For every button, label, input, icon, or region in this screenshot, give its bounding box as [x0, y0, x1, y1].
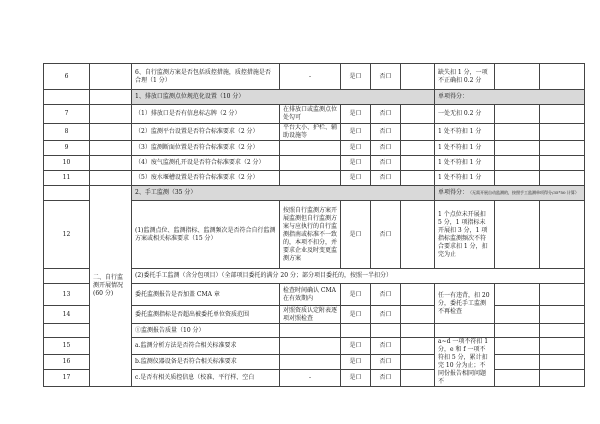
deduction-rule: 任一有违背，扣 20 分，委托手工监测不再检查 — [435, 284, 495, 324]
score-cell[interactable] — [495, 355, 540, 370]
blank-cell — [401, 338, 435, 355]
remark-cell[interactable] — [540, 284, 585, 306]
row-number: 17 — [44, 369, 90, 386]
row-number — [44, 186, 90, 201]
score-cell[interactable] — [495, 201, 540, 269]
blank-cell — [401, 171, 435, 186]
category-cell — [90, 171, 132, 186]
yes-checkbox[interactable]: 是口 — [341, 201, 371, 269]
score-cell[interactable] — [495, 306, 540, 324]
table-row — [44, 64, 585, 90]
blank-cell — [540, 324, 585, 338]
check-item: (1)监测点位、监测指标、监测频次是否符合自行监测方案或相关标准要求（15 分） — [132, 201, 280, 269]
score-cell[interactable] — [495, 284, 540, 306]
row-number: 12 — [44, 201, 90, 269]
inspection-table — [43, 63, 585, 387]
category-cell — [90, 90, 132, 105]
yes-checkbox[interactable]: 是口 — [341, 369, 371, 386]
no-checkbox[interactable]: 否口 — [371, 156, 401, 171]
blank-cell — [435, 324, 495, 338]
blank-cell — [401, 105, 435, 124]
row-number: 11 — [44, 171, 90, 186]
yes-checkbox[interactable]: 是口 — [341, 355, 371, 370]
row-number: 7 — [44, 105, 90, 124]
row-number — [44, 90, 90, 105]
no-checkbox[interactable]: 否口 — [371, 338, 401, 355]
blank-cell — [401, 156, 435, 171]
category-cell — [90, 141, 132, 156]
deduction-rule: 缺失扣 1 分，一项不正确扣 0.2 分 — [435, 64, 495, 90]
check-method: 检查时间确认 CMA 在有效期内 — [280, 284, 341, 306]
blank-cell — [280, 324, 341, 338]
check-item: （2）监测平台设置是否符合标准要求（2 分） — [132, 124, 280, 141]
check-method: 按照自行监测方案开展监测但自行监测方案与应执行的自行监测指南或标准不一致的，本项不扣分，并要求企业及时变更监测方案 — [280, 201, 341, 269]
yes-checkbox[interactable]: 是口 — [341, 141, 371, 156]
category-label: 二、自行监测开展情况(60 分) — [90, 186, 132, 387]
row-number: 6 — [44, 64, 90, 90]
table-row — [44, 124, 585, 141]
table-row — [44, 156, 585, 171]
row-number: 8 — [44, 124, 90, 141]
section-row — [44, 186, 585, 201]
row-number: 13 — [44, 284, 90, 306]
check-method: 对照资质认定附表逐项对照检查 — [280, 306, 341, 324]
section-score-note: （无需开展自动监测的，按照手工监测单项得分/35*50 计算） — [468, 190, 579, 195]
section-score-label: 单项得分： — [435, 90, 585, 105]
blank-cell — [401, 124, 435, 141]
category-cell — [90, 105, 132, 124]
no-checkbox[interactable]: 否口 — [371, 105, 401, 124]
deduction-rule: 1 处不符扣 1 分 — [435, 156, 495, 171]
section-title: ①监测报告质量（10 分） — [132, 324, 280, 338]
deduction-rule: 一处无扣 0.2 分 — [435, 105, 495, 124]
blank-cell — [341, 324, 371, 338]
deduction-rule: 1 处不符扣 1 分 — [435, 141, 495, 156]
no-checkbox[interactable]: 否口 — [371, 124, 401, 141]
yes-checkbox[interactable]: 是口 — [341, 171, 371, 186]
section-row — [44, 90, 585, 105]
category-cell — [90, 156, 132, 171]
row-number: 9 — [44, 141, 90, 156]
score-cell[interactable] — [495, 64, 540, 90]
no-checkbox[interactable]: 否口 — [371, 201, 401, 269]
check-method: - — [280, 369, 341, 386]
check-item: 6、自行监测方案是否包括质控措施，质控措施是否合理（1 分） — [132, 64, 280, 90]
remark-cell[interactable] — [540, 124, 585, 141]
check-item: （4）废气监测孔开设是否符合标准要求（2 分） — [132, 156, 280, 171]
yes-checkbox[interactable]: 是口 — [341, 306, 371, 324]
score-cell[interactable] — [495, 156, 540, 171]
no-checkbox[interactable]: 否口 — [371, 284, 401, 306]
blank-cell — [401, 64, 435, 90]
section-title: 2、手工监测（35 分） — [132, 186, 435, 201]
check-method — [280, 338, 341, 355]
remark-cell[interactable] — [540, 201, 585, 269]
remark-cell[interactable] — [540, 141, 585, 156]
check-method — [280, 355, 341, 370]
category-cell — [90, 124, 132, 141]
check-item: （5）废水堰槽设置是否符合标准要求（2 分） — [132, 171, 280, 186]
table-row — [44, 171, 585, 186]
check-item: b.监测仪器设备是否符合相关标准要求 — [132, 355, 280, 370]
check-item: a.监测分析方法是否符合相关标准要求 — [132, 338, 280, 355]
check-method: 在排放口或监测点位处勾可 — [280, 105, 341, 124]
score-cell[interactable] — [495, 171, 540, 186]
remark-cell[interactable] — [540, 369, 585, 386]
check-item: c.是否有相关质控信息（校准、平行样、空白 — [132, 369, 280, 386]
check-method — [280, 156, 341, 171]
blank-cell — [401, 306, 435, 324]
category-cell — [90, 64, 132, 90]
deduction-rule: a~d 一项不符扣 1 分，e 和 f 一项不符扣 5 分，累计扣完 10 分为止；不同份报告相同问题不 — [435, 338, 495, 387]
blank-cell — [401, 201, 435, 269]
score-cell[interactable] — [495, 338, 540, 355]
remark-cell[interactable] — [540, 171, 585, 186]
section-title: (2)委托手工监测（含分包项目）（全部项目委托的满分 20 分；部分项目委托的，按照一半扣分） — [132, 269, 585, 284]
no-checkbox[interactable]: 否口 — [371, 306, 401, 324]
table-row — [44, 105, 585, 124]
score-cell[interactable] — [495, 124, 540, 141]
no-checkbox[interactable]: 否口 — [371, 64, 401, 90]
deduction-rule: 1 处不符扣 1 分 — [435, 124, 495, 141]
section-score-text: 单项得分： — [438, 189, 469, 196]
blank-cell — [401, 324, 435, 338]
check-item: 委托监测指标是否超出被委托单位资质范围 — [132, 306, 280, 324]
yes-checkbox[interactable]: 是口 — [341, 124, 371, 141]
no-checkbox[interactable]: 否口 — [371, 141, 401, 156]
row-number: 10 — [44, 156, 90, 171]
check-item: （3）监测断面位置是否符合标准要求（2 分） — [132, 141, 280, 156]
remark-cell[interactable] — [540, 105, 585, 124]
blank-cell — [371, 324, 401, 338]
row-number — [44, 324, 90, 338]
score-cell[interactable] — [495, 369, 540, 386]
check-method — [280, 171, 341, 186]
no-checkbox[interactable]: 否口 — [371, 355, 401, 370]
blank-cell — [495, 324, 540, 338]
deduction-rule: 1 个点位未开展扣 5 分，1 项指标未开展扣 3 分，1 项指标监测频次不符合要求扣 1 分，扣完为止 — [435, 201, 495, 269]
check-method: - — [280, 64, 341, 90]
table-row — [44, 141, 585, 156]
remark-cell[interactable] — [540, 64, 585, 90]
check-method — [280, 141, 341, 156]
check-item: （1）排放口是否有信息标志牌（2 分） — [132, 105, 280, 124]
remark-cell[interactable] — [540, 355, 585, 370]
blank-cell — [401, 369, 435, 386]
score-cell[interactable] — [495, 105, 540, 124]
blank-cell — [401, 284, 435, 306]
check-item: 委托监测报告是否加盖 CMA 章 — [132, 284, 280, 306]
blank-cell — [401, 141, 435, 156]
yes-checkbox[interactable]: 是口 — [341, 156, 371, 171]
yes-checkbox[interactable]: 是口 — [341, 338, 371, 355]
score-cell[interactable] — [495, 141, 540, 156]
row-number: 16 — [44, 355, 90, 370]
row-number — [44, 269, 90, 284]
row-number: 14 — [44, 306, 90, 324]
yes-checkbox[interactable]: 是口 — [341, 105, 371, 124]
remark-cell[interactable] — [540, 306, 585, 324]
remark-cell[interactable] — [540, 338, 585, 355]
section-score-label — [435, 186, 585, 201]
check-method: 平台大小、护栏、辅助设施等 — [280, 124, 341, 141]
yes-checkbox[interactable]: 是口 — [341, 64, 371, 90]
no-checkbox[interactable]: 否口 — [371, 171, 401, 186]
section-title: 1、排放口监测点位规范化设置（10 分） — [132, 90, 435, 105]
no-checkbox[interactable]: 否口 — [371, 369, 401, 386]
deduction-rule: 1 处不符扣 1 分 — [435, 171, 495, 186]
remark-cell[interactable] — [540, 156, 585, 171]
row-number: 15 — [44, 338, 90, 355]
blank-cell — [401, 355, 435, 370]
yes-checkbox[interactable]: 是口 — [341, 284, 371, 306]
